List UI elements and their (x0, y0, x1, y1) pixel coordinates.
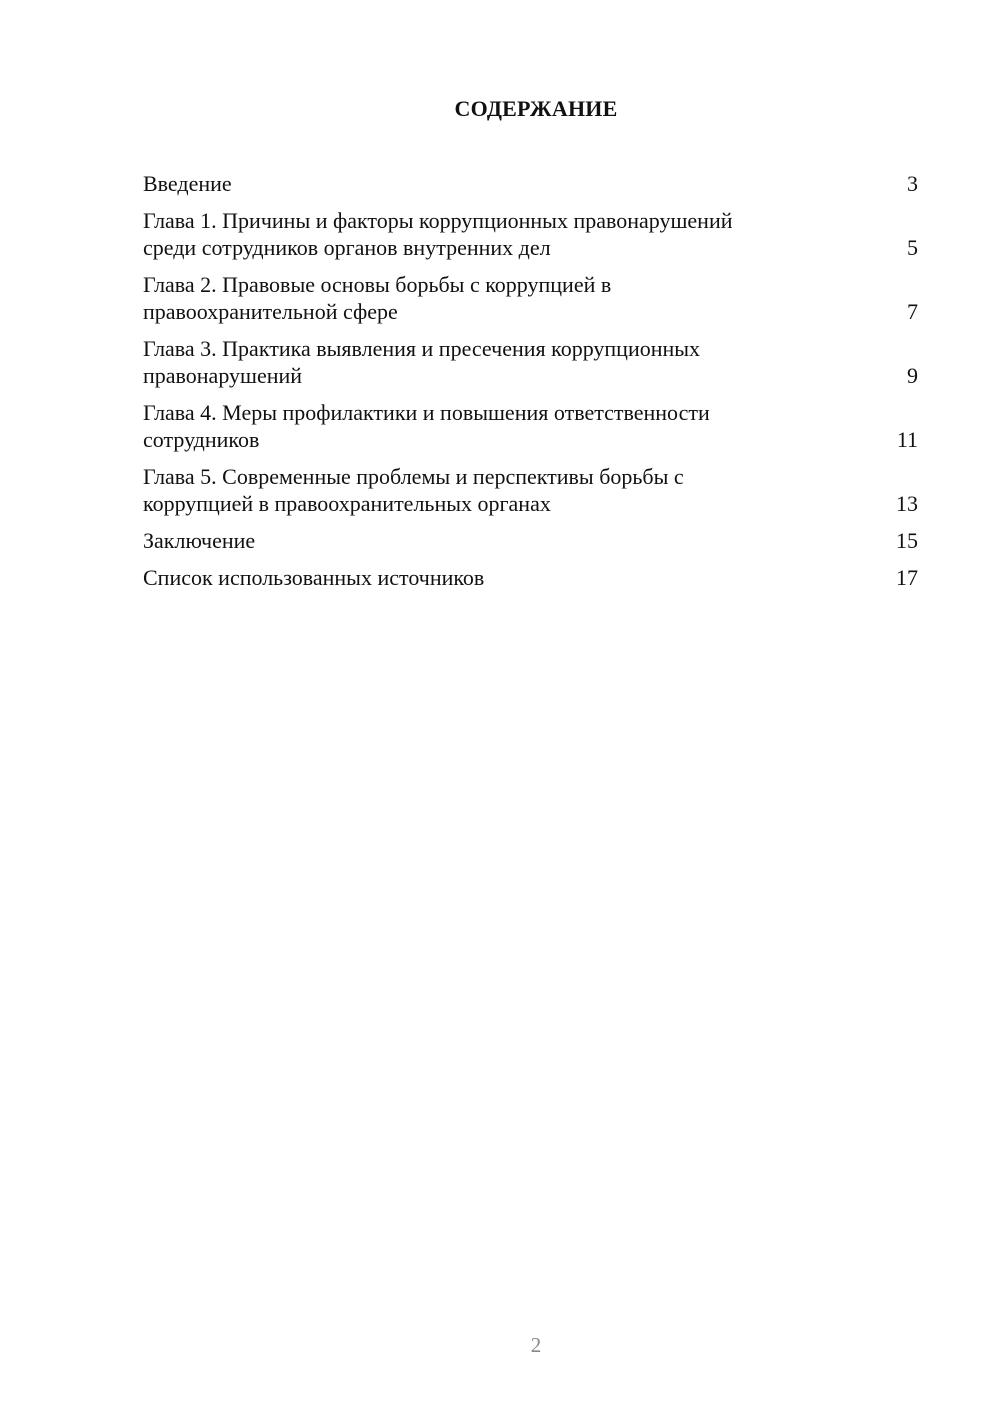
toc-entry-conclusion[interactable] (143, 527, 918, 554)
toc-entry-label: Заключение (143, 528, 256, 553)
toc-entry-chapter-5[interactable] (143, 463, 918, 517)
toc-entry-page: 17 (896, 565, 918, 590)
toc-entry-label: Глава 1. Причины и факторы коррупционных правонарушений среди сотрудников органов внутренних дел (143, 208, 733, 260)
table-of-contents (143, 170, 918, 601)
footer-page-number: 2 (530, 1333, 542, 1357)
toc-entry-introduction[interactable] (143, 170, 918, 197)
toc-entry-chapter-4[interactable] (143, 399, 918, 453)
toc-entry-references[interactable] (143, 564, 918, 591)
toc-entry-page: 3 (907, 171, 918, 196)
toc-entry-chapter-3[interactable] (143, 335, 918, 389)
toc-entry-page: 7 (907, 299, 918, 324)
toc-entry-label: Список использованных источников (143, 565, 485, 590)
toc-entry-page: 5 (907, 235, 918, 260)
toc-entry-label: Глава 5. Современные проблемы и перспективы борьбы с коррупцией в правоохранительных органах (143, 464, 684, 516)
toc-entry-label: Глава 2. Правовые основы борьбы с коррупцией в правоохранительной сфере (143, 272, 612, 324)
toc-entry-chapter-2[interactable] (143, 271, 918, 325)
toc-entry-label: Глава 3. Практика выявления и пресечения коррупционных правонарушений (143, 336, 701, 388)
toc-entry-page: 15 (896, 528, 918, 553)
page-title: СОДЕРЖАНИЕ (454, 96, 618, 121)
toc-entry-label: Глава 4. Меры профилактики и повышения ответственности сотрудников (143, 400, 710, 452)
toc-entry-page: 9 (907, 363, 918, 388)
toc-entry-page: 11 (896, 427, 918, 452)
toc-entry-page: 13 (896, 491, 918, 516)
toc-entry-chapter-1[interactable] (143, 207, 918, 261)
toc-entry-label: Введение (143, 171, 232, 196)
